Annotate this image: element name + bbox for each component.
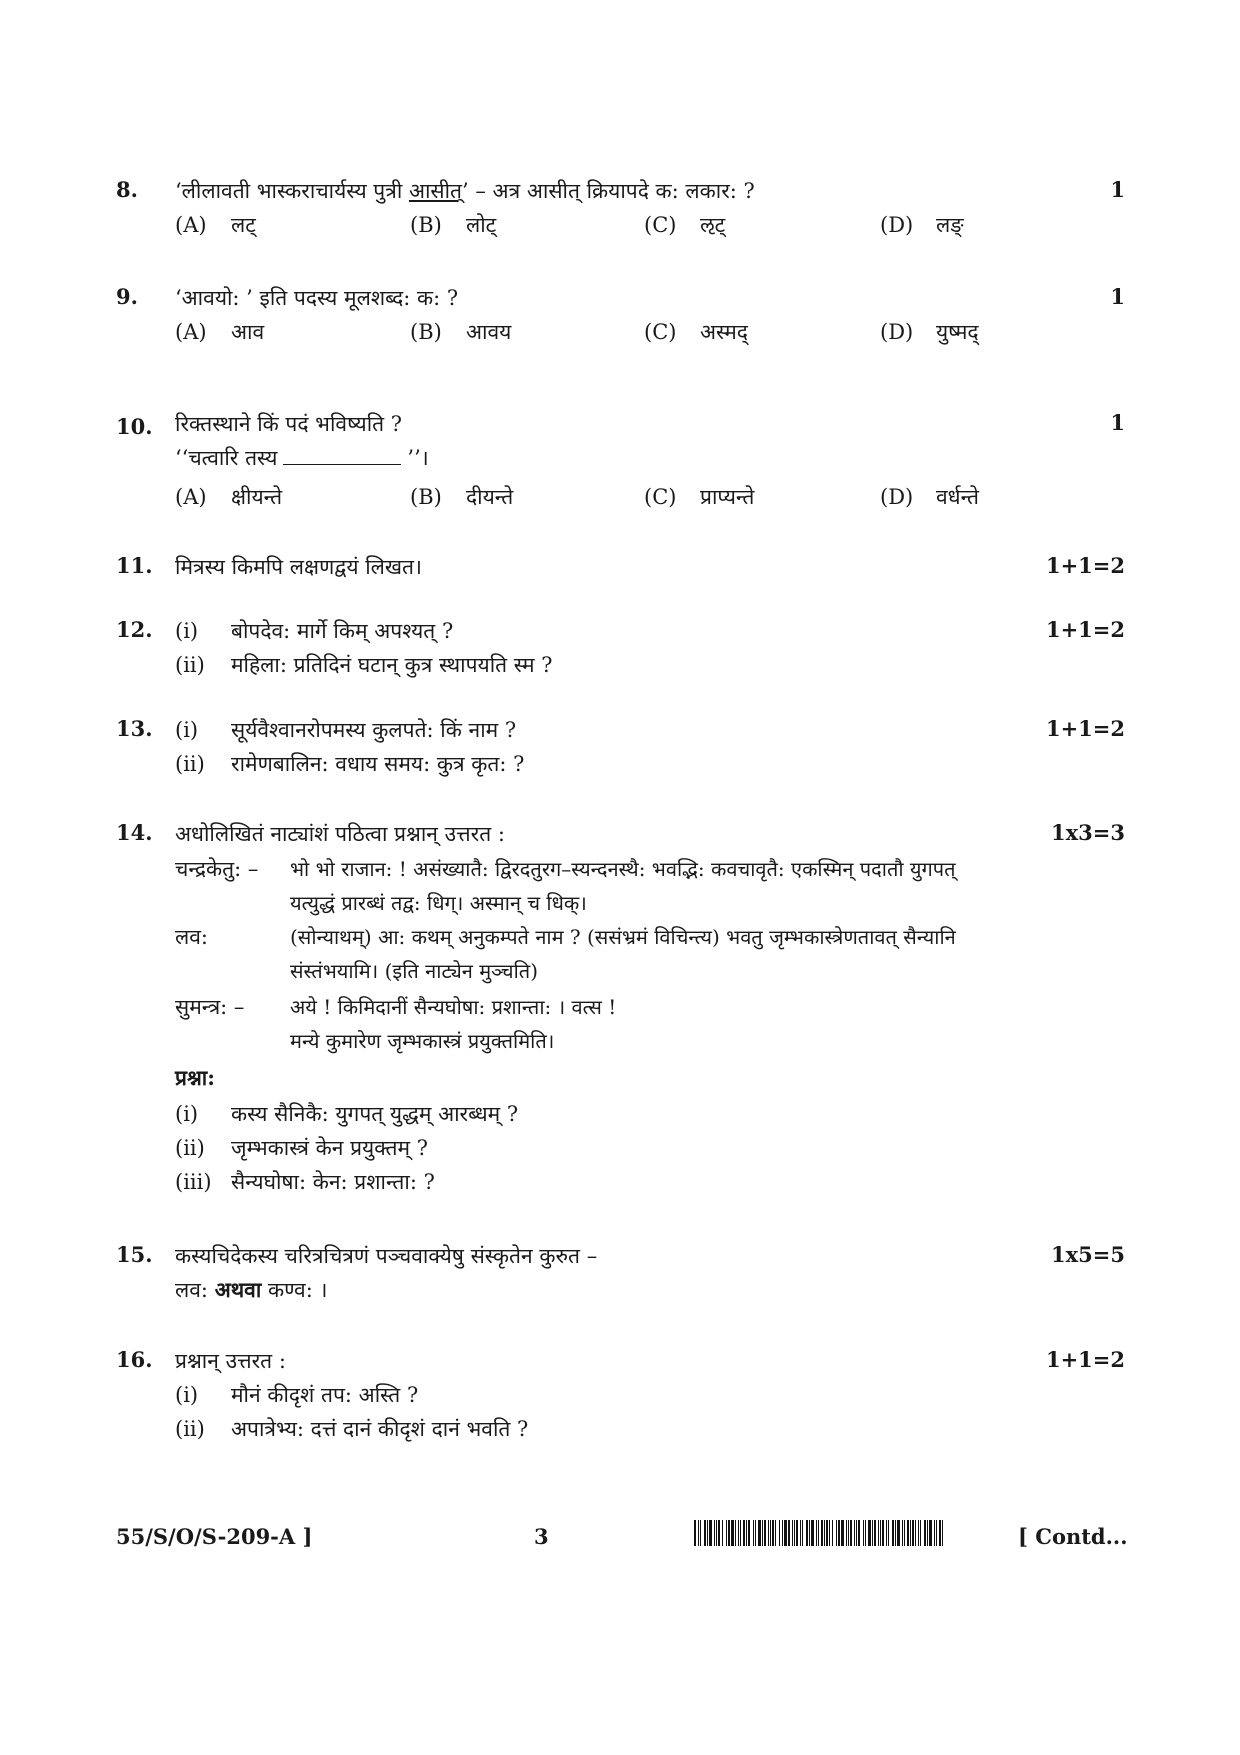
barcode-bar <box>934 1520 935 1546</box>
dialogue-line: भो भो राजान: ! असंख्यातै: द्विरदतुरग–स्यन्दनस्थै: भवद्भि: कवचावृतै: एकस्मिन् पदातौ युगपत् <box>290 857 956 881</box>
paper-code: 55/S/O/S-209-A ] <box>116 1524 313 1549</box>
dialogue-line: संस्तंभयामि। (इति नाट्येन मुञ्चति) <box>290 959 538 983</box>
sub-question-label: (i) <box>175 1383 199 1407</box>
barcode-bar <box>895 1520 896 1546</box>
barcode-bar <box>755 1520 756 1546</box>
barcode-bar <box>880 1520 881 1546</box>
choice-line <box>175 1276 327 1304</box>
sub-question-text: सूर्यवैश्वानरोपमस्य कुलपते: किं नाम ? <box>231 718 517 742</box>
sub-question <box>175 651 552 679</box>
barcode-bar <box>748 1520 750 1546</box>
option-text: अस्मद् <box>700 320 748 344</box>
barcode-bar <box>802 1520 803 1546</box>
marks: 1+1=2 <box>1045 553 1125 578</box>
option-label: (C) <box>644 320 677 344</box>
barcode-image <box>694 1520 1006 1546</box>
barcode-bar <box>848 1520 849 1546</box>
barcode-bar <box>716 1520 717 1546</box>
option-text: युष्मद् <box>936 320 979 344</box>
option-text: ऌट् <box>700 213 726 237</box>
barcode-bar <box>907 1520 909 1546</box>
barcode-bar <box>915 1520 916 1546</box>
barcode-bar <box>753 1520 754 1546</box>
option-text: दीयन्ते <box>466 485 514 509</box>
barcode-bar <box>850 1520 852 1546</box>
barcode-bar <box>709 1520 712 1546</box>
barcode-bar <box>740 1520 741 1546</box>
marks: 1x5=5 <box>1051 1242 1125 1267</box>
barcode-bar <box>920 1520 921 1546</box>
sub-question <box>175 1168 435 1196</box>
marks: 1+1=2 <box>1045 1347 1125 1372</box>
option-label: (D) <box>880 213 914 237</box>
question-text-part: ’ – अत्र आसीत् क्रियापदे क: लकार: ? <box>462 179 755 203</box>
barcode-bar <box>700 1520 701 1546</box>
barcode-bar <box>728 1520 730 1546</box>
barcode-bar <box>929 1520 932 1546</box>
option-c <box>644 483 754 511</box>
quote-start: ‘‘चत्वारि तस्य <box>175 446 278 470</box>
sub-question-text: बोपदेव: मार्गे किम् अपश्यत् ? <box>231 619 454 643</box>
sub-question-label: (ii) <box>175 1136 205 1160</box>
question-text-part: ‘लीलावती भास्कराचार्यस्य पुत्री <box>175 179 409 203</box>
barcode-bar <box>824 1520 825 1546</box>
barcode-bar <box>772 1520 774 1546</box>
option-label: (D) <box>880 320 914 344</box>
barcode-bar <box>694 1520 696 1546</box>
barcode-bar <box>939 1520 941 1546</box>
marks: 1+1=2 <box>1045 617 1125 642</box>
sub-question-text: सैन्यघोषा: केन: प्रशान्ता: ? <box>231 1170 435 1194</box>
option-b <box>410 318 511 346</box>
choice-b: कण्व: । <box>267 1278 328 1302</box>
barcode-bar <box>882 1520 884 1546</box>
barcode-bar <box>796 1520 798 1546</box>
dialogue-speaker: सुमन्त्र: – <box>175 995 245 1019</box>
barcode-bar <box>829 1520 830 1546</box>
barcode-bar <box>927 1520 928 1546</box>
barcode-bar <box>818 1520 819 1546</box>
barcode-bar <box>811 1520 814 1546</box>
barcode-bar <box>826 1520 828 1546</box>
barcode-bar <box>936 1520 937 1546</box>
or-word: अथवा <box>214 1277 262 1302</box>
sub-question <box>175 716 516 744</box>
barcode-bar <box>904 1520 905 1546</box>
barcode-bar <box>838 1520 840 1546</box>
option-c <box>644 211 725 239</box>
sub-question <box>175 1381 418 1409</box>
option-text: लङ् <box>936 213 964 237</box>
dialogue-line: मन्ये कुमारेण जृम्भकास्त्रं प्रयुक्तमिति। <box>290 1029 555 1053</box>
option-label: (A) <box>175 485 207 509</box>
option-a <box>175 483 282 511</box>
option-text: प्राप्यन्ते <box>700 485 755 509</box>
barcode-bar <box>768 1520 769 1546</box>
dialogue-speaker: लव: <box>175 925 208 949</box>
option-b <box>410 483 513 511</box>
option-label: (B) <box>410 320 442 344</box>
sub-question-text: अपात्रेभ्य: दत्तं दानं कीदृशं दानं भवति ? <box>231 1417 529 1441</box>
sub-question-label: (ii) <box>175 1417 205 1441</box>
barcode-bar <box>743 1520 745 1546</box>
sub-question-label: (iii) <box>175 1170 212 1194</box>
barcode-bar <box>912 1520 914 1546</box>
option-d <box>880 483 979 511</box>
sub-question <box>175 750 524 778</box>
barcode-bar <box>731 1520 734 1546</box>
question-text: मित्रस्य किमपि लक्षणद्वयं लिखत। <box>175 555 422 579</box>
sub-question-text: कस्य सैनिकै: युगपत् युद्धम् आरब्धम् ? <box>231 1102 519 1126</box>
continued-label: [ Contd... <box>1018 1524 1128 1549</box>
dialogue-line: (सोन्याथम्) आ: कथम् अनुकम्पते नाम ? (ससंभ्रमं विचिन्त्य) भवतु जृम्भकास्त्रेणतावत् सैन्यानि <box>290 925 956 949</box>
option-label: (A) <box>175 320 207 344</box>
question-number: 13. <box>116 716 153 741</box>
marks: 1x3=3 <box>1051 820 1125 845</box>
sub-question <box>175 1100 518 1128</box>
dialogue-line: अये ! किमिदानीं सैन्यघोषा: प्रशान्ता: । वत्स ! <box>290 995 617 1019</box>
question-number: 10. <box>116 414 153 439</box>
barcode-bar <box>846 1520 847 1546</box>
barcode-bar <box>782 1520 783 1546</box>
barcode-bar <box>856 1520 857 1546</box>
sub-question <box>175 1415 528 1443</box>
barcode-bar <box>918 1520 919 1546</box>
question-text: प्रश्नान् उत्तरत : <box>175 1349 286 1373</box>
option-text: आवय <box>466 320 512 344</box>
option-text: लोट् <box>466 213 497 237</box>
dialogue-speaker: चन्द्रकेतु: – <box>175 857 259 881</box>
question-number: 9. <box>116 284 138 309</box>
question-text: रिक्तस्थाने किं पदं भविष्यति ? <box>175 412 403 436</box>
blank-line <box>283 446 401 465</box>
barcode-bar <box>809 1520 810 1546</box>
barcode-bar <box>784 1520 787 1546</box>
sub-question-text: रामेणबालिन: वधाय समय: कुत्र कृत: ? <box>231 752 525 776</box>
sub-question <box>175 1134 428 1162</box>
barcode-bar <box>878 1520 879 1546</box>
barcode-bar <box>762 1520 763 1546</box>
fill-in-the-blank <box>175 444 429 472</box>
barcode-bar <box>854 1520 855 1546</box>
option-text: आव <box>231 320 265 344</box>
question-number: 15. <box>116 1242 153 1267</box>
barcode-bar <box>872 1520 873 1546</box>
barcode-bar <box>865 1520 866 1546</box>
barcode-bar <box>770 1520 771 1546</box>
option-label: (C) <box>644 213 677 237</box>
sub-question-text: महिला: प्रतिदिनं घटान् कुत्र स्थापयति स्म ? <box>231 653 553 677</box>
barcode-bar <box>726 1520 727 1546</box>
question-text: ‘आवयो: ’ इति पदस्य मूलशब्द: क: ? <box>175 286 459 310</box>
barcode-bar <box>779 1520 780 1546</box>
option-label: (C) <box>644 485 677 509</box>
quote-end: ’’। <box>407 446 429 470</box>
question-number: 12. <box>116 617 153 642</box>
question-number: 8. <box>116 177 138 202</box>
barcode-bar <box>892 1520 894 1546</box>
option-a <box>175 318 264 346</box>
barcode-bar <box>718 1520 720 1546</box>
option-label: (B) <box>410 213 442 237</box>
barcode-bar <box>897 1520 900 1546</box>
barcode-bar <box>806 1520 808 1546</box>
barcode-bar <box>758 1520 761 1546</box>
barcode-bar <box>698 1520 699 1546</box>
barcode-bar <box>792 1520 793 1546</box>
barcode-bar <box>714 1520 715 1546</box>
option-d <box>880 318 979 346</box>
barcode-bar <box>821 1520 823 1546</box>
sub-question-label: (i) <box>175 718 199 742</box>
barcode-bar <box>836 1520 837 1546</box>
marks: 1+1=2 <box>1045 716 1125 741</box>
sub-question <box>175 617 453 645</box>
option-b <box>410 211 496 239</box>
option-text: क्षीयन्ते <box>231 485 283 509</box>
option-label: (B) <box>410 485 442 509</box>
barcode-bar <box>863 1520 864 1546</box>
barcode-bar <box>942 1520 943 1546</box>
barcode-bar <box>910 1520 911 1546</box>
questions-heading: प्रश्ना: <box>175 1065 215 1090</box>
option-a <box>175 211 256 239</box>
barcode-bar <box>764 1520 766 1546</box>
barcode-bar <box>735 1520 736 1546</box>
sub-question-label: (ii) <box>175 752 205 776</box>
underlined-word: आसीत् <box>408 179 463 203</box>
question-text: कस्यचिदेकस्य चरित्रचित्रणं पञ्चवाक्येषु संस्कृतेन कुरुत – <box>175 1244 598 1268</box>
question-number: 16. <box>116 1347 153 1372</box>
sub-question-label: (i) <box>175 1102 199 1126</box>
marks: 1 <box>1110 410 1125 435</box>
barcode-bar <box>794 1520 795 1546</box>
question-text <box>175 177 755 205</box>
barcode-bar <box>788 1520 790 1546</box>
option-text: वर्धन्ते <box>936 485 980 509</box>
barcode-bar <box>832 1520 833 1546</box>
dialogue-line: यत्युद्धं प्रारब्धं तद्व: धिग्। अस्मान् च धिक्। <box>290 891 587 915</box>
barcode-bar <box>841 1520 844 1546</box>
barcode-bar <box>738 1520 739 1546</box>
question-text: अधोलिखितं नाट्यांशं पठित्वा प्रश्नान् उत्तरत : <box>175 822 505 846</box>
barcode-bar <box>902 1520 903 1546</box>
barcode-bar <box>858 1520 860 1546</box>
choice-a: लव: <box>175 1278 208 1302</box>
option-label: (D) <box>880 485 914 509</box>
barcode-bar <box>888 1520 889 1546</box>
barcode-bar <box>722 1520 723 1546</box>
barcode-bar <box>800 1520 801 1546</box>
option-c <box>644 318 748 346</box>
question-number: 14. <box>116 820 153 845</box>
barcode-bar <box>707 1520 708 1546</box>
marks: 1 <box>1110 177 1125 202</box>
barcode-bar <box>868 1520 871 1546</box>
barcode-bar <box>704 1520 706 1546</box>
marks: 1 <box>1110 284 1125 309</box>
barcode-bar <box>874 1520 876 1546</box>
sub-question-label: (ii) <box>175 653 205 677</box>
page-number: 3 <box>534 1524 549 1549</box>
barcode-bar <box>886 1520 887 1546</box>
barcode-bar <box>816 1520 817 1546</box>
sub-question-text: मौनं कीदृशं तप: अस्ति ? <box>231 1383 419 1407</box>
barcode-bar <box>775 1520 776 1546</box>
question-number: 11. <box>116 553 153 578</box>
sub-question-text: जृम्भकास्त्रं केन प्रयुक्तम् ? <box>231 1136 428 1160</box>
barcode-bar <box>924 1520 926 1546</box>
option-text: लट् <box>231 213 256 237</box>
barcode-bar <box>746 1520 747 1546</box>
option-d <box>880 211 964 239</box>
sub-question-label: (i) <box>175 619 199 643</box>
option-label: (A) <box>175 213 207 237</box>
